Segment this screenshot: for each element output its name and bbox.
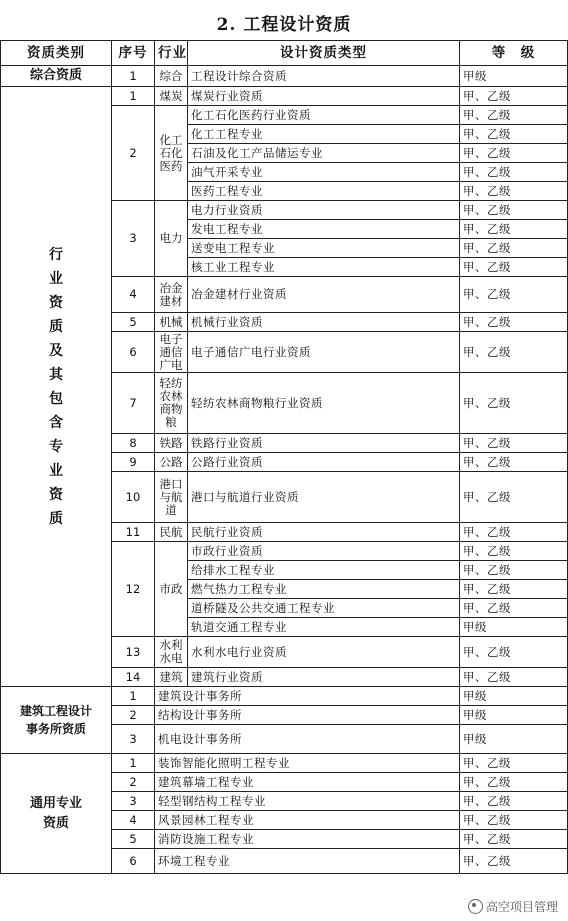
table-row [1, 754, 568, 773]
qualification-table [0, 40, 568, 874]
header-category: 资质类别 [1, 41, 112, 66]
type-cell: 核工业工程专业 [188, 258, 460, 277]
number-cell: 4 [112, 811, 155, 830]
category-cell: 建筑工程设计 事务所资质 [1, 687, 112, 754]
grade-cell: 甲、乙级 [460, 523, 568, 542]
grade-cell: 甲、乙级 [460, 144, 568, 163]
type-cell: 建筑设计事务所 [155, 687, 460, 706]
header-industry: 行业 [155, 41, 188, 66]
type-cell: 机械行业资质 [188, 313, 460, 332]
number-cell: 5 [112, 830, 155, 849]
type-cell: 工程设计综合资质 [188, 66, 460, 87]
number-cell: 3 [112, 725, 155, 754]
industry-cell: 综合 [155, 66, 188, 87]
grade-cell: 甲、乙级 [460, 668, 568, 687]
type-cell: 环境工程专业 [155, 849, 460, 874]
number-cell: 1 [112, 687, 155, 706]
number-cell: 6 [112, 332, 155, 373]
watermark [466, 898, 560, 915]
type-cell: 煤炭行业资质 [188, 87, 460, 106]
grade-cell: 甲级 [460, 706, 568, 725]
industry-cell: 电子 通信 广电 [155, 332, 188, 373]
number-cell: 3 [112, 792, 155, 811]
number-cell: 1 [112, 87, 155, 106]
number-cell: 2 [112, 106, 155, 201]
grade-cell: 甲、乙级 [460, 125, 568, 144]
grade-cell: 甲、乙级 [460, 792, 568, 811]
industry-cell: 机械 [155, 313, 188, 332]
grade-cell: 甲、乙级 [460, 637, 568, 668]
industry-cell: 公路 [155, 453, 188, 472]
type-cell: 电子通信广电行业资质 [188, 332, 460, 373]
number-cell: 5 [112, 313, 155, 332]
number-cell: 8 [112, 434, 155, 453]
industry-cell: 水利 水电 [155, 637, 188, 668]
number-cell: 1 [112, 66, 155, 87]
grade-cell: 甲、乙级 [460, 811, 568, 830]
type-cell: 机电设计事务所 [155, 725, 460, 754]
type-cell: 民航行业资质 [188, 523, 460, 542]
grade-cell: 甲级 [460, 66, 568, 87]
table-row [1, 87, 568, 106]
industry-cell: 冶金 建材 [155, 277, 188, 313]
number-cell: 14 [112, 668, 155, 687]
grade-cell: 甲、乙级 [460, 277, 568, 313]
header-grade: 等 级 [460, 41, 568, 66]
number-cell: 6 [112, 849, 155, 874]
number-cell: 2 [112, 773, 155, 792]
grade-cell: 甲、乙级 [460, 830, 568, 849]
type-cell: 送变电工程专业 [188, 239, 460, 258]
type-cell: 化工石化医药行业资质 [188, 106, 460, 125]
number-cell: 7 [112, 373, 155, 434]
industry-cell: 铁路 [155, 434, 188, 453]
grade-cell: 甲、乙级 [460, 313, 568, 332]
grade-cell: 甲、乙级 [460, 542, 568, 561]
grade-cell: 甲、乙级 [460, 561, 568, 580]
grade-cell: 甲、乙级 [460, 472, 568, 523]
type-cell: 道桥隧及公共交通工程专业 [188, 599, 460, 618]
industry-cell: 煤炭 [155, 87, 188, 106]
type-cell: 铁路行业资质 [188, 434, 460, 453]
number-cell: 11 [112, 523, 155, 542]
type-cell: 港口与航道行业资质 [188, 472, 460, 523]
industry-cell: 轻纺 农林 商物 粮 [155, 373, 188, 434]
type-cell: 石油及化工产品储运专业 [188, 144, 460, 163]
grade-cell: 甲、乙级 [460, 599, 568, 618]
grade-cell: 甲、乙级 [460, 434, 568, 453]
grade-cell: 甲、乙级 [460, 849, 568, 874]
grade-cell: 甲、乙级 [460, 201, 568, 220]
grade-cell: 甲、乙级 [460, 239, 568, 258]
number-cell: 12 [112, 542, 155, 637]
grade-cell: 甲、乙级 [460, 182, 568, 201]
type-cell: 结构设计事务所 [155, 706, 460, 725]
type-cell: 消防设施工程专业 [155, 830, 460, 849]
page-title: 2. 工程设计资质 [216, 15, 352, 35]
grade-cell: 甲、乙级 [460, 754, 568, 773]
type-cell: 风景园林工程专业 [155, 811, 460, 830]
number-cell: 4 [112, 277, 155, 313]
industry-cell: 市政 [155, 542, 188, 637]
header-number: 序号 [112, 41, 155, 66]
header-type: 设计资质类型 [188, 41, 460, 66]
grade-cell: 甲级 [460, 687, 568, 706]
number-cell: 1 [112, 754, 155, 773]
table-row [1, 66, 568, 87]
grade-cell: 甲、乙级 [460, 258, 568, 277]
grade-cell: 甲、乙级 [460, 220, 568, 239]
type-cell: 建筑幕墙工程专业 [155, 773, 460, 792]
grade-cell: 甲、乙级 [460, 332, 568, 373]
industry-cell: 化工 石化 医药 [155, 106, 188, 201]
type-cell: 轻型钢结构工程专业 [155, 792, 460, 811]
category-cell: 行 业 资 质 及 其 包 含 专 业 资 质 [1, 87, 112, 687]
header-row [1, 41, 568, 66]
wechat-icon [468, 899, 483, 914]
category-cell: 综合资质 [1, 66, 112, 87]
table-body [1, 66, 568, 874]
number-cell: 10 [112, 472, 155, 523]
grade-cell: 甲级 [460, 618, 568, 637]
type-cell: 油气开采专业 [188, 163, 460, 182]
grade-cell: 甲、乙级 [460, 373, 568, 434]
type-cell: 冶金建材行业资质 [188, 277, 460, 313]
type-cell: 发电工程专业 [188, 220, 460, 239]
type-cell: 公路行业资质 [188, 453, 460, 472]
industry-cell: 建筑 [155, 668, 188, 687]
grade-cell: 甲、乙级 [460, 106, 568, 125]
type-cell: 燃气热力工程专业 [188, 580, 460, 599]
type-cell: 给排水工程专业 [188, 561, 460, 580]
grade-cell: 甲、乙级 [460, 163, 568, 182]
type-cell: 轻纺农林商物粮行业资质 [188, 373, 460, 434]
number-cell: 9 [112, 453, 155, 472]
table-row [1, 687, 568, 706]
type-cell: 装饰智能化照明工程专业 [155, 754, 460, 773]
grade-cell: 甲、乙级 [460, 580, 568, 599]
industry-cell: 民航 [155, 523, 188, 542]
grade-cell: 甲、乙级 [460, 87, 568, 106]
grade-cell: 甲、乙级 [460, 453, 568, 472]
industry-cell: 港口 与航 道 [155, 472, 188, 523]
type-cell: 建筑行业资质 [188, 668, 460, 687]
number-cell: 13 [112, 637, 155, 668]
type-cell: 电力行业资质 [188, 201, 460, 220]
grade-cell: 甲、乙级 [460, 773, 568, 792]
type-cell: 轨道交通工程专业 [188, 618, 460, 637]
category-cell: 通用专业 资质 [1, 754, 112, 874]
number-cell: 3 [112, 201, 155, 277]
number-cell: 2 [112, 706, 155, 725]
grade-cell: 甲级 [460, 725, 568, 754]
industry-cell: 电力 [155, 201, 188, 277]
type-cell: 水利水电行业资质 [188, 637, 460, 668]
type-cell: 市政行业资质 [188, 542, 460, 561]
type-cell: 化工工程专业 [188, 125, 460, 144]
type-cell: 医药工程专业 [188, 182, 460, 201]
watermark-text: 高空项目管理 [485, 900, 558, 914]
